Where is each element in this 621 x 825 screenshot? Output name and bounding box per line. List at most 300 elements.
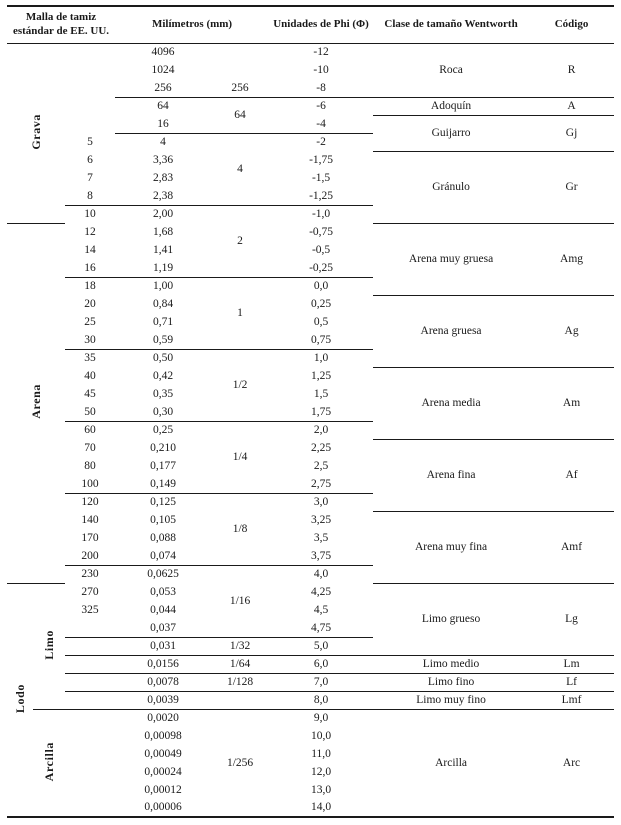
phi-cell [269, 133, 373, 151]
mm-cell [115, 331, 211, 349]
code-cell [529, 43, 614, 97]
sieve-cell [65, 367, 115, 385]
mm-cell [115, 79, 211, 97]
sieve-cell [65, 493, 115, 511]
mm-cell-label: 0,044 [150, 603, 176, 616]
mm-group-cell-label: 1/2 [232, 378, 248, 391]
mm-group-cell [211, 133, 269, 205]
mm-group-cell-label: 1 [237, 306, 243, 319]
mm-cell-label: 0,84 [152, 297, 174, 310]
sieve-cell-label: 8 [87, 189, 93, 202]
phi-cell-label: 14,0 [310, 801, 332, 814]
phi-cell [269, 547, 373, 565]
sieve-cell [65, 385, 115, 403]
header-phi-units: Unidades de Phi (Φ) [269, 6, 373, 43]
wentworth-class-cell-label: Arena muy fina [414, 540, 488, 553]
mm-group-cell-label: 2 [237, 234, 243, 247]
mm-cell-label: 0,037 [150, 621, 176, 634]
grain-table-body [7, 43, 614, 817]
phi-cell [269, 349, 373, 367]
phi-cell [269, 619, 373, 637]
mm-cell [115, 475, 211, 493]
wentworth-class-cell [373, 655, 529, 673]
mm-cell-label: 0,00012 [144, 783, 182, 796]
phi-cell [269, 223, 373, 241]
sieve-cell-label: 14 [84, 243, 96, 256]
code-cell-label: Amg [560, 252, 584, 265]
phi-cell-label: -0,25 [309, 261, 334, 274]
mm-cell [115, 115, 211, 133]
mm-cell-label: 0,71 [152, 315, 174, 328]
mm-cell-label: 64 [157, 100, 169, 113]
mm-cell [115, 439, 211, 457]
code-cell [529, 367, 614, 439]
phi-cell-label: 0,25 [310, 297, 332, 310]
mm-cell-label: 0,50 [152, 352, 174, 365]
mm-group-cell [211, 565, 269, 637]
side-group-lodo [7, 583, 33, 817]
phi-cell [269, 151, 373, 169]
wentworth-class-cell [373, 673, 529, 691]
mm-cell [115, 781, 211, 799]
mm-cell-label: 3,36 [152, 153, 174, 166]
phi-cell [269, 205, 373, 223]
phi-cell [269, 421, 373, 439]
sieve-cell [65, 583, 115, 601]
mm-cell-label: 0,031 [150, 639, 176, 652]
sieve-cell [65, 403, 115, 421]
mm-cell-label: 256 [154, 81, 172, 94]
mm-group-cell-label: 1/8 [232, 522, 248, 535]
mm-cell-label: 1,00 [152, 280, 174, 293]
phi-cell [269, 601, 373, 619]
mm-cell-label: 0,00006 [144, 801, 182, 814]
wentworth-class-cell-label: Gránulo [432, 180, 470, 193]
mm-group-cell [211, 655, 269, 673]
sieve-cell-label: 40 [84, 369, 96, 382]
mm-cell-label: 0,088 [150, 531, 176, 544]
code-cell [529, 655, 614, 673]
mm-cell [115, 583, 211, 601]
mm-cell [115, 691, 211, 709]
sub-group-arcilla-label: Arcilla [41, 741, 56, 781]
phi-cell-label: 10,0 [310, 729, 332, 742]
wentworth-class-cell [373, 151, 529, 223]
sieve-cell [65, 763, 115, 781]
phi-cell-label: 1,25 [310, 369, 332, 382]
mm-cell-label: 4096 [151, 46, 175, 59]
phi-cell-label: 1,0 [313, 352, 329, 365]
mm-cell [115, 511, 211, 529]
phi-cell [269, 331, 373, 349]
code-cell-label: Lg [565, 612, 578, 625]
mm-cell [115, 61, 211, 79]
header-code: Código [529, 6, 614, 43]
table-row [7, 43, 614, 61]
wentworth-class-cell-label: Roca [439, 63, 463, 76]
table-row [7, 673, 614, 691]
sieve-cell-label: 20 [84, 297, 96, 310]
sieve-cell-label: 35 [84, 352, 96, 365]
phi-cell-label: 6,0 [313, 657, 329, 670]
phi-cell [269, 403, 373, 421]
side-group-grava [7, 43, 65, 223]
phi-cell-label: -1,0 [311, 208, 331, 221]
side-group-grava-label: Grava [28, 113, 43, 150]
code-cell-label: Amf [561, 540, 583, 553]
sub-group-limo [33, 583, 65, 709]
mm-group-cell [211, 637, 269, 655]
sieve-cell-label: 70 [84, 441, 96, 454]
phi-cell-label: 2,0 [313, 424, 329, 437]
phi-cell-label: 3,75 [310, 549, 332, 562]
phi-cell [269, 439, 373, 457]
sieve-cell [65, 349, 115, 367]
wentworth-class-cell [373, 709, 529, 817]
mm-cell [115, 655, 211, 673]
mm-cell [115, 745, 211, 763]
wentworth-class-cell [373, 223, 529, 295]
phi-cell-label: -0,75 [309, 225, 334, 238]
sieve-cell-label: 170 [81, 531, 99, 544]
phi-cell-label: 2,5 [313, 459, 329, 472]
wentworth-class-cell [373, 115, 529, 151]
sieve-cell-label: 120 [81, 496, 99, 509]
phi-cell [269, 529, 373, 547]
phi-cell [269, 385, 373, 403]
sieve-cell [65, 565, 115, 583]
mm-cell [115, 403, 211, 421]
table-row [7, 223, 614, 241]
sieve-cell-label: 270 [81, 585, 99, 598]
mm-cell-label: 0,35 [152, 387, 174, 400]
mm-cell [115, 763, 211, 781]
phi-cell [269, 295, 373, 313]
phi-cell-label: 2,75 [310, 477, 332, 490]
phi-cell-label: -10 [313, 63, 329, 76]
mm-cell [115, 637, 211, 655]
side-group-arena [7, 223, 65, 583]
phi-cell-label: -1,5 [311, 171, 331, 184]
phi-cell-label: 11,0 [311, 747, 331, 760]
mm-cell [115, 547, 211, 565]
phi-cell [269, 43, 373, 61]
phi-cell [269, 691, 373, 709]
phi-cell-label: 9,0 [313, 712, 329, 725]
code-cell-label: A [567, 99, 576, 112]
phi-cell [269, 745, 373, 763]
sieve-cell-label: 325 [81, 603, 99, 616]
sieve-cell [65, 277, 115, 295]
phi-cell-label: -6 [316, 100, 326, 113]
mm-cell-label: 1,41 [152, 243, 174, 256]
table-row [7, 655, 614, 673]
sieve-cell [65, 529, 115, 547]
mm-group-cell-label: 1/32 [229, 639, 251, 652]
code-cell-label: Gr [565, 180, 578, 193]
grain-size-table [7, 5, 614, 818]
phi-cell-label: -2 [316, 136, 326, 149]
mm-cell [115, 565, 211, 583]
mm-group-cell [211, 277, 269, 349]
mm-cell [115, 295, 211, 313]
sieve-cell [65, 475, 115, 493]
phi-cell-label: 1,75 [310, 405, 332, 418]
phi-cell [269, 241, 373, 259]
phi-cell-label: 4,0 [313, 568, 329, 581]
phi-cell [269, 277, 373, 295]
sieve-cell-label: 80 [84, 459, 96, 472]
header-millimeters: Milímetros (mm) [115, 6, 269, 43]
mm-group-cell-label: 64 [234, 108, 246, 121]
phi-cell [269, 367, 373, 385]
phi-cell-label: 7,0 [313, 675, 329, 688]
mm-cell-label: 0,30 [152, 405, 174, 418]
table-row [7, 439, 614, 457]
sieve-cell-label: 60 [84, 424, 96, 437]
phi-cell [269, 799, 373, 817]
sieve-cell [65, 439, 115, 457]
sieve-cell [65, 457, 115, 475]
mm-group-cell [211, 205, 269, 277]
sieve-cell-label: 45 [84, 387, 96, 400]
sieve-cell-label: 18 [84, 280, 96, 293]
mm-cell [115, 727, 211, 745]
sieve-cell-label: 200 [81, 549, 99, 562]
sieve-cell-label: 6 [87, 153, 93, 166]
mm-group-cell-label: 1/128 [226, 675, 254, 688]
mm-cell [115, 421, 211, 439]
mm-cell [115, 151, 211, 169]
table-row [7, 295, 614, 313]
mm-cell [115, 799, 211, 817]
phi-cell [269, 655, 373, 673]
phi-cell [269, 583, 373, 601]
phi-cell-label: -4 [316, 117, 326, 130]
mm-group-cell [211, 673, 269, 691]
phi-cell-label: 0,0 [313, 280, 329, 293]
phi-cell [269, 61, 373, 79]
mm-cell-label: 0,0078 [147, 675, 179, 688]
phi-cell [269, 187, 373, 205]
phi-cell [269, 457, 373, 475]
phi-cell [269, 709, 373, 727]
sieve-cell [65, 241, 115, 259]
mm-cell [115, 601, 211, 619]
mm-group-cell [211, 79, 269, 97]
code-cell-label: R [567, 63, 576, 76]
phi-cell-label: -1,75 [309, 153, 334, 166]
sieve-cell-label: 10 [84, 208, 96, 221]
mm-cell [115, 43, 211, 61]
mm-cell-label: 2,38 [152, 189, 174, 202]
code-cell [529, 691, 614, 709]
mm-group-cell [211, 421, 269, 493]
mm-cell-label: 0,0020 [147, 712, 179, 725]
sieve-cell-label: 30 [84, 333, 96, 346]
code-cell [529, 583, 614, 655]
phi-cell-label: -1,25 [309, 189, 334, 202]
sieve-cell-label: 25 [84, 315, 96, 328]
sieve-cell [65, 799, 115, 817]
phi-cell-label: 8,0 [313, 693, 329, 706]
sieve-cell-label: 230 [81, 568, 99, 581]
wentworth-class-cell-label: Arena media [421, 396, 481, 409]
code-cell-label: Gj [565, 126, 578, 139]
code-cell-label: Lm [563, 657, 580, 670]
sieve-cell [65, 655, 115, 673]
phi-cell [269, 97, 373, 115]
sieve-cell-label: 100 [81, 477, 99, 490]
code-cell [529, 439, 614, 511]
sub-group-arcilla [33, 709, 65, 817]
mm-cell-label: 0,149 [150, 477, 176, 490]
header-row [7, 6, 614, 43]
phi-cell-label: 3,0 [313, 496, 329, 509]
phi-cell [269, 781, 373, 799]
wentworth-class-cell-label: Arcilla [435, 756, 468, 769]
wentworth-class-cell [373, 583, 529, 655]
mm-cell [115, 223, 211, 241]
phi-cell [269, 673, 373, 691]
mm-group-cell [211, 493, 269, 565]
wentworth-class-cell [373, 439, 529, 511]
mm-group-cell [211, 97, 269, 133]
mm-cell-label: 0,210 [150, 441, 176, 454]
wentworth-class-cell-label: Limo grueso [421, 612, 481, 625]
sieve-cell [65, 421, 115, 439]
mm-cell [115, 529, 211, 547]
sieve-cell [65, 511, 115, 529]
mm-group-cell-label: 1/64 [229, 657, 251, 670]
sieve-cell [65, 547, 115, 565]
mm-cell [115, 169, 211, 187]
code-cell [529, 673, 614, 691]
sieve-cell-label: 5 [87, 135, 93, 148]
sieve-cell [65, 673, 115, 691]
sieve-cell-label: 16 [84, 261, 96, 274]
mm-cell [115, 259, 211, 277]
wentworth-class-cell-label: Limo medio [422, 657, 480, 670]
mm-group-cell-label: 256 [231, 81, 249, 94]
code-cell [529, 295, 614, 367]
phi-cell-label: 3,5 [313, 531, 329, 544]
wentworth-class-cell [373, 97, 529, 115]
mm-cell-label: 0,00098 [144, 729, 182, 742]
mm-cell [115, 493, 211, 511]
mm-cell [115, 709, 211, 727]
mm-cell-label: 2,00 [152, 208, 174, 221]
code-cell [529, 115, 614, 151]
phi-cell [269, 637, 373, 655]
phi-cell [269, 475, 373, 493]
phi-cell-label: 0,75 [310, 333, 332, 346]
phi-cell [269, 115, 373, 133]
mm-cell [115, 349, 211, 367]
code-cell-label: Ag [564, 324, 579, 337]
code-cell [529, 97, 614, 115]
mm-cell-label: 0,0039 [147, 693, 179, 706]
sieve-cell [65, 745, 115, 763]
wentworth-class-cell [373, 43, 529, 97]
wentworth-class-cell-label: Limo fino [427, 675, 475, 688]
table-row [7, 367, 614, 385]
code-cell-label: Am [562, 396, 581, 409]
code-cell [529, 511, 614, 583]
table-row [7, 583, 614, 601]
wentworth-class-cell-label: Guijarro [431, 126, 471, 139]
phi-cell-label: -0,5 [311, 243, 331, 256]
phi-cell [269, 763, 373, 781]
mm-group-cell [211, 43, 269, 79]
wentworth-class-cell-label: Arena fina [426, 468, 476, 481]
sieve-cell [65, 313, 115, 331]
sieve-cell [65, 331, 115, 349]
mm-cell-label: 0,053 [150, 585, 176, 598]
phi-cell [269, 493, 373, 511]
table-row [7, 691, 614, 709]
mm-cell [115, 673, 211, 691]
side-group-arena-label: Arena [28, 384, 43, 419]
mm-cell-label: 0,074 [150, 549, 176, 562]
mm-cell [115, 457, 211, 475]
mm-cell [115, 97, 211, 115]
mm-cell-label: 4 [160, 136, 166, 149]
phi-cell [269, 313, 373, 331]
sieve-cell [65, 691, 115, 709]
wentworth-class-cell-label: Adoquín [430, 99, 472, 112]
mm-cell [115, 385, 211, 403]
phi-cell [269, 727, 373, 745]
mm-cell-label: 0,25 [152, 424, 174, 437]
mm-cell-label: 0,177 [150, 459, 176, 472]
code-cell [529, 709, 614, 817]
phi-cell-label: 1,5 [313, 387, 329, 400]
sieve-cell [65, 295, 115, 313]
mm-group-cell-label: 4 [237, 162, 243, 175]
phi-cell-label: 4,5 [313, 603, 329, 616]
mm-cell [115, 277, 211, 295]
sieve-cell [65, 187, 115, 205]
mm-cell-label: 0,59 [152, 333, 174, 346]
mm-group-cell [211, 691, 269, 709]
phi-cell [269, 565, 373, 583]
mm-cell [115, 241, 211, 259]
mm-cell [115, 205, 211, 223]
code-cell-label: Arc [562, 756, 581, 769]
phi-cell-label: 3,25 [310, 513, 332, 526]
wentworth-class-cell-label: Limo muy fino [416, 693, 486, 706]
sieve-cell [65, 709, 115, 727]
header-wentworth-class: Clase de tamaño Wentworth [373, 6, 529, 43]
mm-cell [115, 133, 211, 151]
phi-cell [269, 511, 373, 529]
mm-group-cell-label: 1/4 [232, 450, 248, 463]
mm-cell-label: 0,00024 [144, 765, 182, 778]
mm-cell-label: 0,42 [152, 369, 174, 382]
sieve-cell [65, 205, 115, 223]
mm-group-cell [211, 709, 269, 817]
code-cell-label: Lf [566, 675, 577, 688]
mm-cell-label: 0,0625 [147, 568, 179, 581]
sieve-cell [65, 727, 115, 745]
sieve-cell [65, 619, 115, 637]
mm-cell [115, 619, 211, 637]
mm-group-cell-label: 1/256 [226, 756, 254, 769]
phi-cell-label: 4,75 [310, 621, 332, 634]
sieve-cell-label: 50 [84, 405, 96, 418]
sieve-cell [65, 169, 115, 187]
